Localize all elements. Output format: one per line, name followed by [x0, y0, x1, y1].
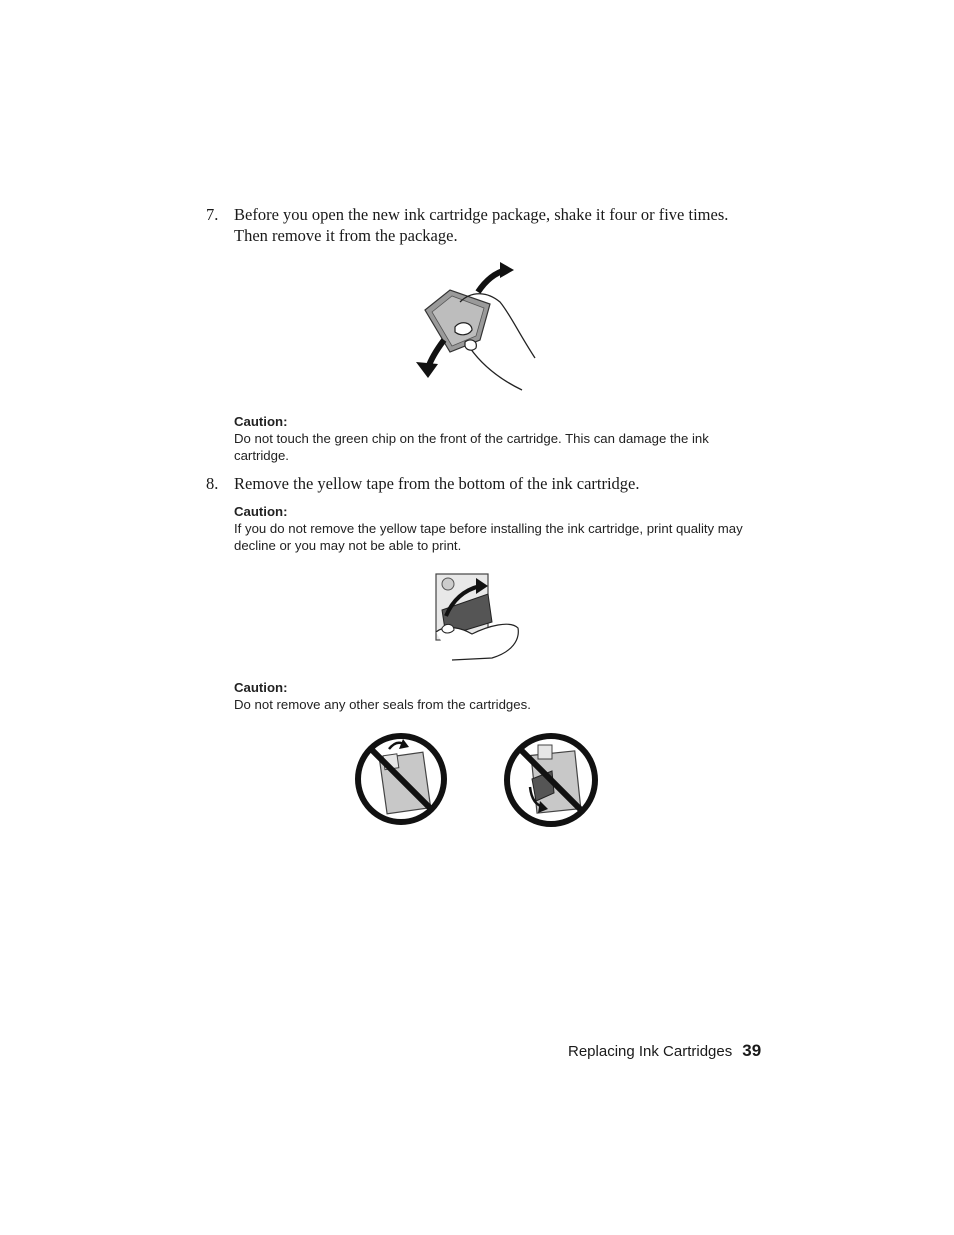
caution-text: If you do not remove the yellow tape before installing the ink cartridge, print quality may decline or you may not be able to print.	[234, 521, 743, 553]
caution-text: Do not remove any other seals from the cartridges.	[234, 697, 531, 712]
step-number: 7.	[206, 205, 219, 224]
step-text: Before you open the new ink cartridge package, shake it four or five times. Then remove it from the package.	[234, 205, 729, 245]
caution-yellow-tape	[234, 503, 754, 554]
prohibited-label-removal-icon	[502, 731, 600, 829]
page-footer	[568, 1041, 761, 1061]
remove-tape-illustration	[432, 570, 522, 662]
caution-text: Do not touch the green chip on the front of the cartridge. This can damage the ink cartridge.	[234, 431, 709, 463]
shake-package-illustration	[410, 262, 545, 394]
caution-title: Caution:	[234, 414, 288, 429]
caution-title: Caution:	[234, 680, 288, 695]
step-number: 8.	[206, 474, 219, 493]
caution-title: Caution:	[234, 504, 288, 519]
caution-other-seals	[234, 679, 754, 713]
prohibited-seal-removal-icon	[353, 731, 449, 827]
step-text: Remove the yellow tape from the bottom of the ink cartridge.	[234, 474, 640, 493]
page-number: 39	[742, 1041, 762, 1060]
caution-green-chip	[234, 413, 754, 464]
section-title: Replacing Ink Cartridges	[568, 1043, 733, 1060]
